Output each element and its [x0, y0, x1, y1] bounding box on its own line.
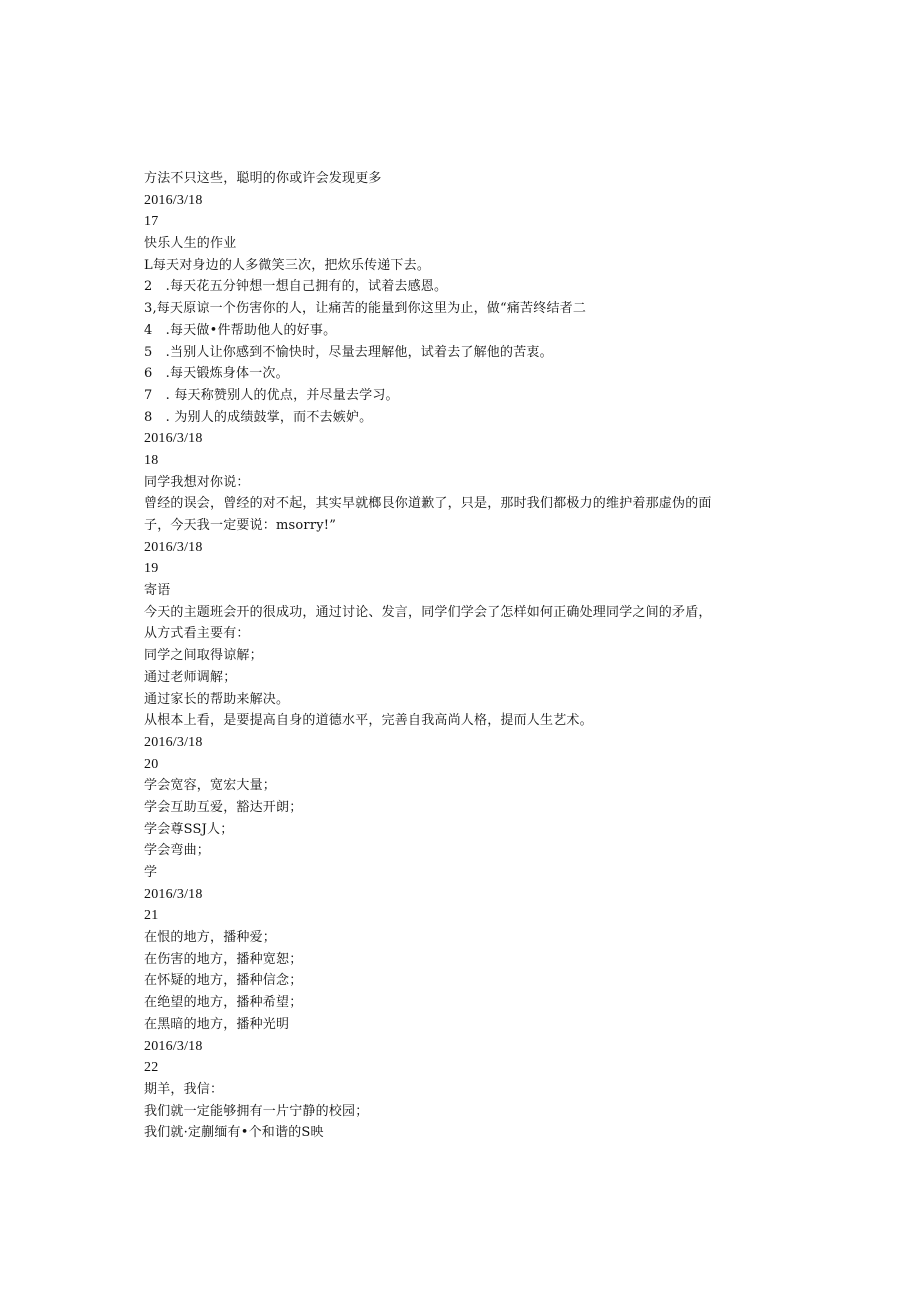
document-text-line: 学会宽容，宽宏大量； [144, 778, 277, 794]
document-text-line: 曾经的误会，曾经的对不起，其实早就榔艮你道歉了，只是，那时我们都极力的维护着那虚伪的面 [144, 496, 712, 512]
document-number-line: 20 [144, 756, 159, 772]
document-text-line: 在黑暗的地方，播种光明 [144, 1016, 290, 1032]
document-number-line: 18 [144, 452, 159, 468]
document-text-line: 通过家长的帮助来解决。 [144, 691, 290, 707]
document-number-line: 2016/3/18 [144, 539, 203, 555]
document-text-line: 同学之间取得谅解； [144, 648, 263, 664]
document-text-line: 5 .当别人让你感到不愉快时，尽量去理解他，试着去了解他的苦衷。 [144, 344, 553, 360]
document-text-line: 子，今天我一定要说：msorry!” [144, 518, 337, 533]
document-page [144, 168, 784, 1144]
document-text-line: 在恨的地方，播种爱； [144, 930, 277, 946]
document-text-line: 从方式看主要有： [144, 626, 250, 642]
document-text-line: 我们就·定蒯缅有•个和谐的S映 [144, 1125, 324, 1141]
document-text-line: 学会互助互爱，豁达开朗； [144, 799, 303, 815]
document-text-line: 在伤害的地方，播种宽恕； [144, 951, 303, 967]
document-text-line: 学会尊SSJ人； [144, 821, 234, 837]
document-text-line: 3,每天原谅一个伤害你的人，让痛苦的能量到你这里为止，做“痛苦终结者二 [144, 301, 587, 317]
document-number-line: 19 [144, 561, 159, 577]
document-text-line: 快乐人生的作业 [144, 236, 237, 252]
document-number-line: 21 [144, 908, 159, 924]
document-number-line: 2016/3/18 [144, 431, 203, 447]
document-text-line: 今天的主题班会开的很成功，通过讨论、发言，同学们学会了怎样如何正确处理同学之间的矛盾， [144, 604, 712, 620]
document-text-line: 寄语 [144, 583, 171, 599]
document-text-line: 学会弯曲； [144, 843, 211, 859]
document-text-line: 同学我想对你说： [144, 474, 250, 490]
document-number-line: 2016/3/18 [144, 192, 203, 208]
document-text-line: 2 .每天花五分钟想一想自己拥有的，试着去感恩。 [144, 279, 448, 295]
document-text-line: 在怀疑的地方，播种信念； [144, 973, 303, 989]
document-number-line: 2016/3/18 [144, 886, 203, 902]
document-text-line: 方法不只这些，聪明的你或许会发现更多 [144, 171, 382, 186]
document-text-line: 我们就一定能够拥有一片宁静的校园； [144, 1103, 369, 1119]
document-text-line: 通过老师调解； [144, 669, 237, 685]
document-number-line: 22 [144, 1060, 159, 1076]
document-text-line: 学 [144, 865, 158, 880]
document-text-line: 6 .每天锻炼身体一次。 [144, 366, 289, 382]
document-text-line: L每天对身边的人多微笑三次，把炊乐传递下去。 [144, 257, 431, 273]
document-text-line: 从根本上看，是要提高自身的道德水平，完善自我高尚人格，提而人生艺术。 [144, 713, 593, 729]
document-text-line: 4 .每天做•件帮助他人的好事。 [144, 322, 337, 338]
document-number-line: 2016/3/18 [144, 1038, 203, 1054]
document-number-line: 2016/3/18 [144, 734, 203, 750]
document-text-line: 7 . 每天称赞别人的优点，并尽量去学习。 [144, 387, 399, 403]
document-number-line: 17 [144, 214, 159, 230]
document-text-line: 8 . 为别人的成绩鼓掌，而不去嫉妒。 [144, 409, 373, 425]
document-text-line: 期羊，我信： [144, 1081, 224, 1097]
document-text-line: 在绝望的地方，播种希望； [144, 995, 303, 1011]
